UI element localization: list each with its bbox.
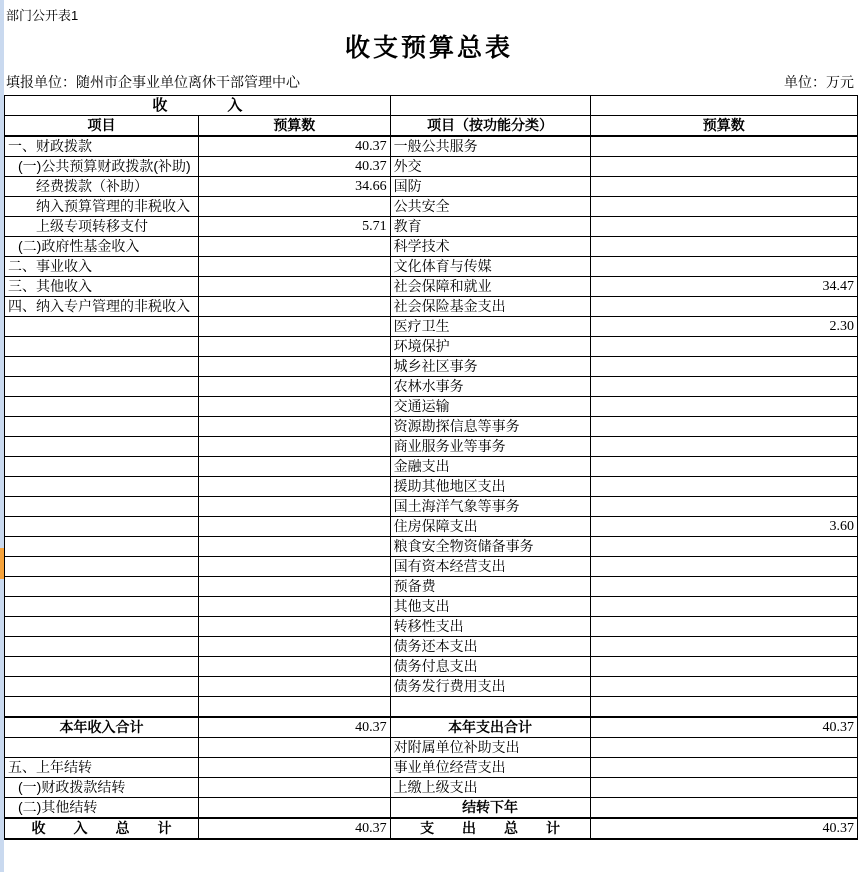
expense-budget-cell[interactable] bbox=[590, 417, 858, 437]
table-row bbox=[5, 557, 858, 577]
income-item-cell[interactable]: 纳入预算管理的非税收入 bbox=[5, 197, 199, 217]
expense-item-cell[interactable]: 外交 bbox=[390, 157, 590, 177]
income-budget-cell[interactable] bbox=[198, 797, 390, 818]
page-title: 收支预算总表 bbox=[344, 34, 513, 62]
expense-item-cell[interactable]: 国土海洋气象等事务 bbox=[390, 497, 590, 517]
expense-budget-cell[interactable] bbox=[590, 637, 858, 657]
income-budget-cell[interactable] bbox=[198, 477, 390, 497]
table-row bbox=[5, 417, 858, 437]
expense-item-cell[interactable]: 其他支出 bbox=[390, 597, 590, 617]
table-row bbox=[5, 617, 858, 637]
expense-item-cell[interactable]: 对附属单位补助支出 bbox=[390, 737, 590, 757]
budget-summary-table bbox=[4, 95, 858, 840]
table-row bbox=[5, 717, 858, 738]
income-item-cell[interactable] bbox=[5, 517, 199, 537]
expense-budget-cell[interactable]: 40.37 bbox=[590, 818, 858, 839]
income-item-cell[interactable]: (一)财政拨款结转 bbox=[5, 777, 199, 797]
income-item-cell[interactable] bbox=[5, 697, 199, 717]
income-budget-cell[interactable] bbox=[198, 197, 390, 217]
expense-budget-cell[interactable] bbox=[590, 797, 858, 818]
expense-budget-cell[interactable] bbox=[590, 217, 858, 237]
table-row bbox=[5, 377, 858, 397]
income-budget-cell[interactable] bbox=[198, 277, 390, 297]
table-row bbox=[5, 437, 858, 457]
expense-item-cell[interactable]: 支 出 总 计 bbox=[390, 818, 590, 839]
expense-budget-cell[interactable] bbox=[590, 477, 858, 497]
income-item-cell[interactable] bbox=[5, 397, 199, 417]
income-budget-cell[interactable] bbox=[198, 657, 390, 677]
income-budget-cell[interactable]: 5.71 bbox=[198, 217, 390, 237]
income-budget-cell[interactable] bbox=[198, 457, 390, 477]
table-row bbox=[5, 657, 858, 677]
expense-item-cell[interactable]: 社会保险基金支出 bbox=[390, 297, 590, 317]
expense-item-cell[interactable]: 援助其他地区支出 bbox=[390, 477, 590, 497]
expense-item-cell[interactable]: 农林水事务 bbox=[390, 377, 590, 397]
reporting-unit-label: 填报单位：随州市企事业单位离休干部管理中心 bbox=[6, 74, 300, 90]
income-budget-cell[interactable] bbox=[198, 437, 390, 457]
expense-budget-cell[interactable] bbox=[590, 777, 858, 797]
table-row bbox=[5, 157, 858, 177]
income-item-cell[interactable] bbox=[5, 637, 199, 657]
income-budget-cell[interactable] bbox=[198, 737, 390, 757]
doc-label: 部门公开表1 bbox=[6, 8, 79, 23]
income-item-cell[interactable] bbox=[5, 357, 199, 377]
table-row bbox=[5, 277, 858, 297]
income-item-cell[interactable] bbox=[5, 477, 199, 497]
expense-budget-cell[interactable] bbox=[590, 257, 858, 277]
table-row bbox=[5, 357, 858, 377]
income-budget-cell[interactable] bbox=[198, 537, 390, 557]
income-item-cell[interactable] bbox=[5, 597, 199, 617]
expense-item-cell[interactable]: 住房保障支出 bbox=[390, 517, 590, 537]
table-row bbox=[5, 297, 858, 317]
income-item-cell[interactable] bbox=[5, 457, 199, 477]
expense-item-cell[interactable]: 环境保护 bbox=[390, 337, 590, 357]
income-item-cell[interactable] bbox=[5, 417, 199, 437]
income-budget-cell[interactable] bbox=[198, 697, 390, 717]
table-row bbox=[5, 697, 858, 717]
expense-budget-cell[interactable] bbox=[590, 737, 858, 757]
table-row bbox=[5, 517, 858, 537]
income-item-cell[interactable]: (二)政府性基金收入 bbox=[5, 237, 199, 257]
income-budget-cell[interactable] bbox=[198, 397, 390, 417]
expense-budget-cell[interactable] bbox=[590, 357, 858, 377]
expense-item-cell[interactable]: 国有资本经营支出 bbox=[390, 557, 590, 577]
income-item-cell[interactable]: 本年收入合计 bbox=[5, 717, 199, 738]
income-budget-cell[interactable] bbox=[198, 317, 390, 337]
income-item-cell[interactable] bbox=[5, 537, 199, 557]
income-item-cell[interactable]: 四、纳入专户管理的非税收入 bbox=[5, 297, 199, 317]
expense-budget-cell[interactable] bbox=[590, 757, 858, 777]
expense-budget-cell[interactable]: 34.47 bbox=[590, 277, 858, 297]
expense-budget-cell[interactable] bbox=[590, 537, 858, 557]
expense-budget-cell[interactable] bbox=[590, 617, 858, 637]
income-budget-cell[interactable] bbox=[198, 497, 390, 517]
section-header-row bbox=[5, 96, 858, 116]
expense-item-cell[interactable]: 科学技术 bbox=[390, 237, 590, 257]
income-budget-cell[interactable] bbox=[198, 237, 390, 257]
income-item-cell[interactable] bbox=[5, 737, 199, 757]
income-item-cell[interactable]: 三、其他收入 bbox=[5, 277, 199, 297]
expense-item-cell[interactable]: 金融支出 bbox=[390, 457, 590, 477]
income-budget-cell[interactable] bbox=[198, 577, 390, 597]
table-row bbox=[5, 177, 858, 197]
expense-budget-cell[interactable] bbox=[590, 497, 858, 517]
table-row bbox=[5, 797, 858, 818]
table-row bbox=[5, 577, 858, 597]
expense-item-cell[interactable]: 预备费 bbox=[390, 577, 590, 597]
col-header-expense-budget[interactable]: 预算数 bbox=[590, 116, 858, 137]
table-row bbox=[5, 677, 858, 697]
income-budget-cell[interactable] bbox=[198, 337, 390, 357]
expense-budget-cell[interactable]: 3.60 bbox=[590, 517, 858, 537]
expense-item-cell[interactable]: 社会保障和就业 bbox=[390, 277, 590, 297]
expense-section-header-empty-item-cell[interactable] bbox=[390, 96, 590, 116]
income-budget-cell[interactable] bbox=[198, 297, 390, 317]
expense-item-cell[interactable]: 教育 bbox=[390, 217, 590, 237]
income-budget-cell[interactable]: 40.37 bbox=[198, 717, 390, 738]
income-item-cell[interactable] bbox=[5, 317, 199, 337]
table-row bbox=[5, 597, 858, 617]
expense-item-cell[interactable]: 资源勘探信息等事务 bbox=[390, 417, 590, 437]
table-row bbox=[5, 217, 858, 237]
expense-budget-cell[interactable] bbox=[590, 597, 858, 617]
expense-budget-cell[interactable]: 40.37 bbox=[590, 717, 858, 738]
expense-budget-cell[interactable] bbox=[590, 136, 858, 157]
income-budget-cell[interactable] bbox=[198, 377, 390, 397]
unit-line bbox=[6, 72, 854, 92]
income-item-cell[interactable] bbox=[5, 577, 199, 597]
expense-item-cell[interactable]: 国防 bbox=[390, 177, 590, 197]
income-item-cell[interactable]: (一)公共预算财政拨款(补助) bbox=[5, 157, 199, 177]
table-row bbox=[5, 257, 858, 277]
income-budget-cell[interactable] bbox=[198, 517, 390, 537]
expense-budget-cell[interactable] bbox=[590, 337, 858, 357]
income-item-cell[interactable] bbox=[5, 437, 199, 457]
income-budget-cell[interactable] bbox=[198, 777, 390, 797]
table-row bbox=[5, 818, 858, 839]
income-item-cell[interactable]: (二)其他结转 bbox=[5, 797, 199, 818]
currency-unit-label: 单位：万元 bbox=[784, 74, 854, 90]
expense-section-header-empty-budget-cell[interactable] bbox=[590, 96, 858, 116]
income-item-cell[interactable] bbox=[5, 557, 199, 577]
income-item-cell[interactable]: 二、事业收入 bbox=[5, 257, 199, 277]
expense-budget-cell[interactable] bbox=[590, 657, 858, 677]
table-row bbox=[5, 477, 858, 497]
expense-budget-cell[interactable] bbox=[590, 197, 858, 217]
expense-budget-cell[interactable] bbox=[590, 437, 858, 457]
expense-item-cell[interactable]: 上缴上级支出 bbox=[390, 777, 590, 797]
expense-budget-cell[interactable] bbox=[590, 697, 858, 717]
income-budget-cell[interactable] bbox=[198, 417, 390, 437]
expense-budget-cell[interactable] bbox=[590, 177, 858, 197]
expense-item-cell[interactable]: 公共安全 bbox=[390, 197, 590, 217]
expense-budget-cell[interactable] bbox=[590, 297, 858, 317]
income-item-cell[interactable] bbox=[5, 657, 199, 677]
expense-item-cell[interactable]: 本年支出合计 bbox=[390, 717, 590, 738]
table-body bbox=[5, 136, 858, 839]
table-row bbox=[5, 757, 858, 777]
table-row bbox=[5, 317, 858, 337]
table-row bbox=[5, 737, 858, 757]
expense-budget-cell[interactable] bbox=[590, 557, 858, 577]
expense-budget-cell[interactable] bbox=[590, 377, 858, 397]
expense-item-cell[interactable]: 交通运输 bbox=[390, 397, 590, 417]
expense-budget-cell[interactable] bbox=[590, 397, 858, 417]
income-item-cell[interactable] bbox=[5, 617, 199, 637]
income-budget-cell[interactable] bbox=[198, 637, 390, 657]
expense-item-cell[interactable]: 商业服务业等事务 bbox=[390, 437, 590, 457]
expense-item-cell[interactable]: 文化体育与传媒 bbox=[390, 257, 590, 277]
income-item-cell[interactable] bbox=[5, 677, 199, 697]
table-row bbox=[5, 197, 858, 217]
table-row bbox=[5, 637, 858, 657]
income-budget-cell[interactable] bbox=[198, 357, 390, 377]
income-item-cell[interactable]: 经费拨款（补助） bbox=[5, 177, 199, 197]
income-item-cell[interactable]: 一、财政拨款 bbox=[5, 136, 199, 157]
table-row bbox=[5, 497, 858, 517]
expense-budget-cell[interactable]: 2.30 bbox=[590, 317, 858, 337]
expense-item-cell[interactable] bbox=[390, 697, 590, 717]
income-item-cell[interactable] bbox=[5, 377, 199, 397]
col-header-expense-item[interactable]: 项目（按功能分类） bbox=[390, 116, 590, 137]
income-budget-cell[interactable]: 40.37 bbox=[198, 818, 390, 839]
income-item-cell[interactable]: 收 入 总 计 bbox=[5, 818, 199, 839]
table-header bbox=[5, 96, 858, 137]
expense-item-cell[interactable]: 结转下年 bbox=[390, 797, 590, 818]
table-row bbox=[5, 777, 858, 797]
table-row bbox=[5, 337, 858, 357]
income-item-cell[interactable] bbox=[5, 337, 199, 357]
expense-item-cell[interactable]: 事业单位经营支出 bbox=[390, 757, 590, 777]
expense-item-cell[interactable]: 一般公共服务 bbox=[390, 136, 590, 157]
expense-item-cell[interactable]: 债务还本支出 bbox=[390, 637, 590, 657]
expense-budget-cell[interactable] bbox=[590, 577, 858, 597]
expense-item-cell[interactable]: 债务发行费用支出 bbox=[390, 677, 590, 697]
income-budget-cell[interactable] bbox=[198, 557, 390, 577]
expense-item-cell[interactable]: 城乡社区事务 bbox=[390, 357, 590, 377]
table-row bbox=[5, 397, 858, 417]
income-budget-cell[interactable]: 40.37 bbox=[198, 157, 390, 177]
income-budget-cell[interactable] bbox=[198, 617, 390, 637]
income-section-header-cell[interactable]: 收 入 bbox=[5, 96, 391, 116]
expense-budget-cell[interactable] bbox=[590, 237, 858, 257]
expense-item-cell[interactable]: 债务付息支出 bbox=[390, 657, 590, 677]
col-header-income-item[interactable]: 项目 bbox=[5, 116, 199, 137]
income-budget-cell[interactable]: 40.37 bbox=[198, 136, 390, 157]
col-header-income-budget[interactable]: 预算数 bbox=[198, 116, 390, 137]
expense-item-cell[interactable]: 医疗卫生 bbox=[390, 317, 590, 337]
column-header-row bbox=[5, 116, 858, 137]
table-row bbox=[5, 237, 858, 257]
income-item-cell[interactable] bbox=[5, 497, 199, 517]
income-budget-cell[interactable] bbox=[198, 677, 390, 697]
income-item-cell[interactable]: 五、上年结转 bbox=[5, 757, 199, 777]
income-budget-cell[interactable]: 34.66 bbox=[198, 177, 390, 197]
expense-budget-cell[interactable] bbox=[590, 157, 858, 177]
income-budget-cell[interactable] bbox=[198, 597, 390, 617]
table-row bbox=[5, 537, 858, 557]
table-row bbox=[5, 457, 858, 477]
table-row bbox=[5, 136, 858, 157]
expense-item-cell[interactable]: 粮食安全物资储备事务 bbox=[390, 537, 590, 557]
income-budget-cell[interactable] bbox=[198, 257, 390, 277]
income-budget-cell[interactable] bbox=[198, 757, 390, 777]
expense-budget-cell[interactable] bbox=[590, 677, 858, 697]
income-item-cell[interactable]: 上级专项转移支付 bbox=[5, 217, 199, 237]
expense-item-cell[interactable]: 转移性支出 bbox=[390, 617, 590, 637]
expense-budget-cell[interactable] bbox=[590, 457, 858, 477]
